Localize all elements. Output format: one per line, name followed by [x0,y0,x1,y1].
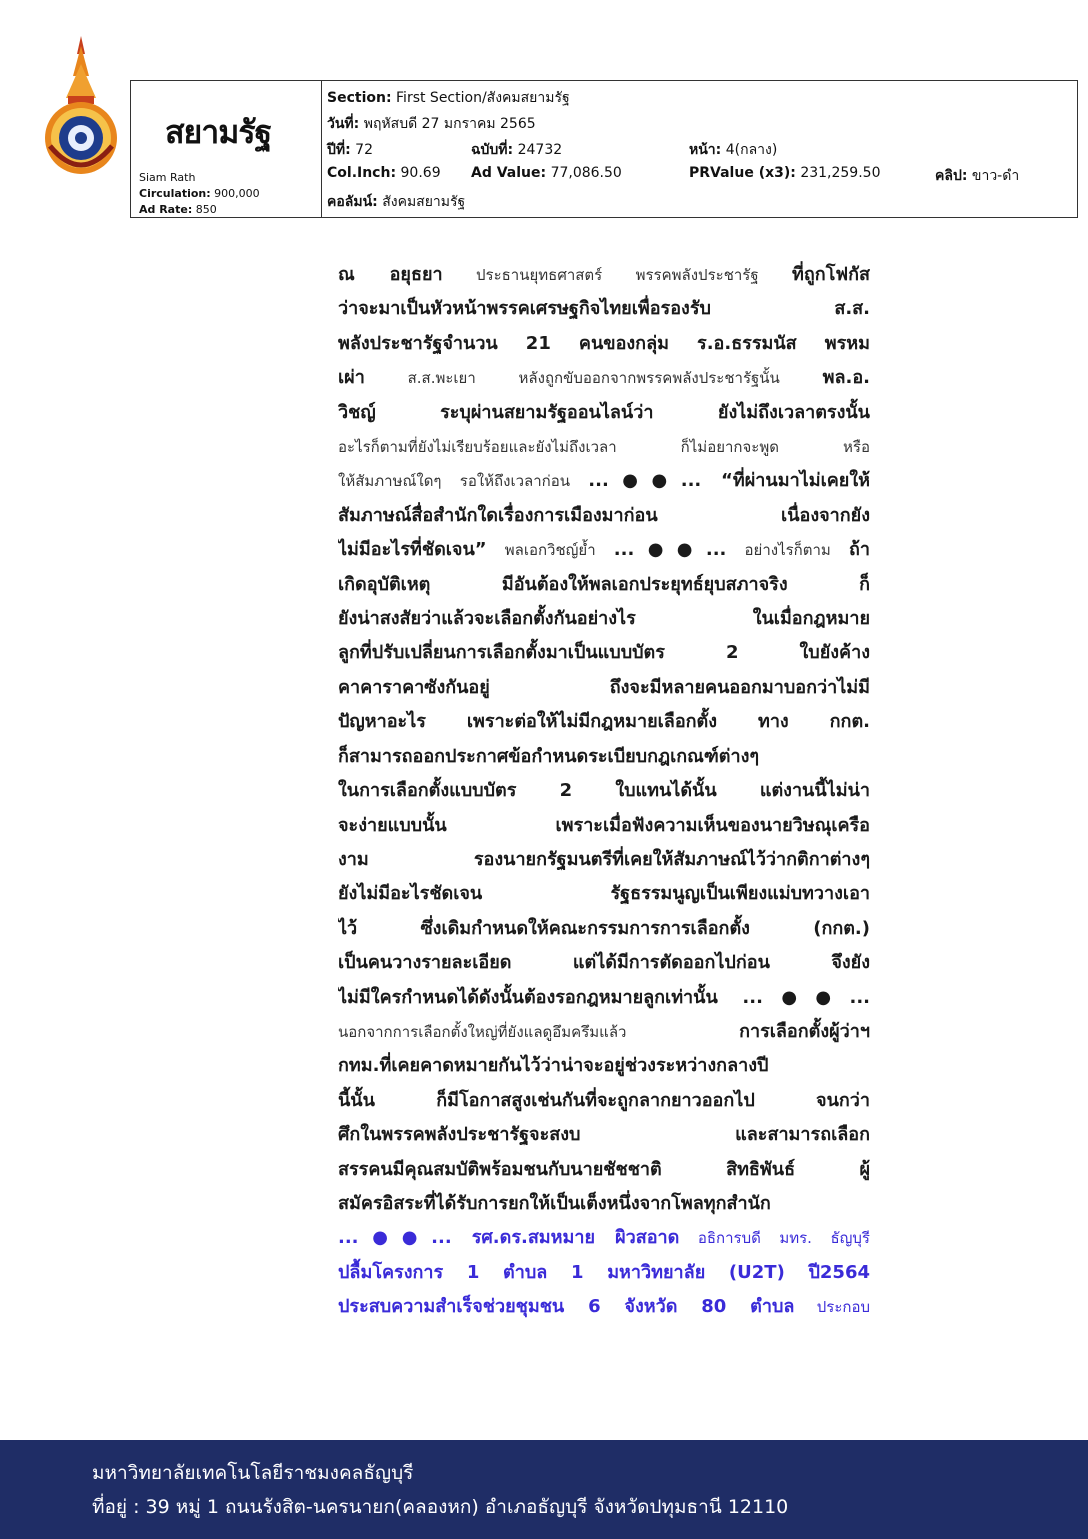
article-text: ...●●... [588,470,702,492]
article-line: ลูกที่ปรับเปลี่ยนการเลือกตั้งมาเป็นแบบบัตร 2 ใบยังค้าง [338,642,870,664]
date-label: วันที่: [327,116,360,132]
clipping-details [327,87,1077,217]
article-text: พลเอกวิชญ์ย้ำ [486,541,614,560]
article-line [338,1290,870,1324]
ad-value-field [471,165,622,181]
col-inch-field [327,165,441,181]
pr-value-field [689,165,880,181]
article-line [338,464,870,498]
university-logo [40,36,122,176]
article-text: ประกอบ [794,1298,870,1317]
col-inch-value: 90.69 [400,165,441,181]
footer-bar [0,1440,1088,1539]
issue-value: 24732 [517,142,563,158]
page-value: 4(กลาง) [725,142,778,158]
article-line: ก็สามารถออกประกาศข้อกำหนดระเบียบกฎเกณฑ์ต่างๆ [338,745,760,767]
article-line: จะง่ายแบบนั้น เพราะเมื่อฟังความเห็นของนายวิษณุเครือ [338,814,870,836]
column-row [327,191,465,213]
article-line [338,1015,870,1049]
article-line: เป็นคนวางรายละเอียด แต่ได้มีการตัดออกไปก่อน จึงยัง [338,952,870,974]
article-text: นอกจากการเลือกตั้งใหญ่ที่ยังแลดูอึมครึมแล้ว [338,1022,740,1041]
footer-university-name: มหาวิทยาลัยเทคโนโลยีราชมงคลธัญบุรี [92,1462,414,1484]
article-text: ณ อยุธยา [338,264,443,285]
article-text: ถ้า [848,539,870,561]
article-text: ไม่มีอะไรที่ชัดเจน” [338,539,487,561]
page-field [689,139,777,161]
clip-field [935,165,1019,187]
article-body [338,258,870,1325]
article-line: พลังประชารัฐจำนวน 21 คนของกลุ่ม ร.อ.ธรรมนัส พรหม [338,332,870,354]
clipping-header [130,80,1078,218]
article-text: การเลือกตั้งผู้ว่าฯ [739,1020,870,1042]
ad-value-value: 77,086.50 [550,165,622,181]
ad-value-label: Ad Value: [471,165,547,181]
article-line: อะไรก็ตามที่ยังไม่เรียบร้อยและยังไม่ถึงเวลา ก็ไม่อยากจะพูด หรือ [338,438,870,457]
article-line [338,1221,870,1255]
article-line: สมัครอิสระที่ได้รับการยกให้เป็นเต็งหนึ่งจากโพลทุกสำนัก [338,1192,771,1214]
column-value: สังคมสยามรัฐ [382,194,466,210]
ad-rate [139,203,217,216]
clip-value: ขาว-ดำ [971,168,1020,184]
year-field [327,139,373,161]
footer-address: ที่อยู่ : 39 หมู่ 1 ถนนรังสิต-นครนายก(คลองหก) อำเภอธัญบุรี จังหวัดปทุมธานี 12110 [92,1496,789,1518]
article-line: ปัญหาอะไร เพราะต่อให้ไม่มีกฎหมายเลือกตั้ง ทาง กกต. [338,711,870,733]
article-line [338,533,870,567]
article-text: ...●●... [613,539,727,561]
article-line: ยังน่าสงสัยว่าแล้วจะเลือกตั้งกันอย่างไร ในเมื่อกฎหมาย [338,608,870,630]
article-text: ให้สัมภาษณ์ใดๆ รอให้ถึงเวลาก่อน [338,472,589,491]
article-line: วิชญ์ ระบุผ่านสยามรัฐออนไลน์ว่า ยังไม่ถึงเวลาตรงนั้น [338,401,870,423]
article-text: อธิการบดี มทร. ธัญบุรี [679,1229,870,1248]
article-line [338,361,870,395]
article-line: สรรคนมีคุณสมบัติพร้อมชนกับนายชัชชาติ สิทธิพันธ์ ผู้ [338,1158,870,1180]
year-label: ปีที่: [327,142,351,158]
university-emblem-icon [40,36,122,176]
date-row [327,113,536,135]
article-text: ประสบความสำเร็จช่วยชุมชน 6 จังหวัด 80 ตำบล [338,1296,795,1318]
section-value: First Section/สังคมสยามรัฐ [396,90,570,106]
article-line: กทม.ที่เคยคาดหมายกันไว้ว่าน่าจะอยู่ช่วงระหว่างกลางปี [338,1055,769,1077]
article-line: คาคาราคาซังกันอยู่ ถึงจะมีหลายคนออกมาบอกว่าไม่มี [338,676,870,698]
pr-value-label: PRValue (x3): [689,165,796,181]
article-text: “ที่ผ่านมาไม่เคยให้ [701,470,870,492]
article-line: ปลื้มโครงการ 1 ตำบล 1 มหาวิทยาลัย (U2T) ปี2564 [338,1261,870,1283]
article-text: อย่างไรก็ตาม [726,541,849,560]
ad-rate-value: 850 [195,203,217,216]
circulation-label: Circulation: [139,187,211,200]
newspaper-name-en: Siam Rath [139,171,196,184]
issue-field [471,139,562,161]
article-line: ศึกในพรรคพลังประชารัฐจะสงบ และสามารถเลือก [338,1124,870,1146]
article-text: ประธานยุทธศาสตร์ พรรคพลังประชารัฐ [442,266,793,284]
ad-rate-label: Ad Rate: [139,203,193,216]
article-line: ในการเลือกตั้งแบบบัตร 2 ใบแทนได้นั้น แต่งานนี้ไม่น่า [338,780,870,802]
article-line: งาม รองนายกรัฐมนตรีที่เคยให้สัมภาษณ์ไว้ว่ากติกาต่างๆ [338,848,870,870]
article-line: ไม่มีใครกำหนดได้ดังนั้นต้องรอกฎหมายลูกเท่านั้น ...●●... [338,986,870,1008]
pr-value-value: 231,259.50 [800,165,881,181]
article-text: ส.ส.พะเยา หลังถูกขับออกจากพรรคพลังประชารัฐนั้น [364,369,823,388]
article-line: นี้นั้น ก็มีโอกาสสูงเช่นกันที่จะถูกลากยาวออกไป จนกว่า [338,1089,870,1111]
newspaper-name: สยามรัฐ [165,113,272,151]
article-line: สัมภาษณ์สื่อสำนักใดเรื่องการเมืองมาก่อน เนื่องจากยัง [338,504,870,526]
article-text: เผ่า [338,367,365,389]
article-line: ยังไม่มีอะไรชัดเจน รัฐธรรมนูญเป็นเพียงแม่บทวางเอา [338,883,870,905]
date-value: พฤหัสบดี 27 มกราคม 2565 [363,116,536,132]
article-text: พล.อ. [822,367,870,389]
section-label: Section: [327,90,392,106]
article-line: เกิดอุบัติเหตุ มีอันต้องให้พลเอกประยุทธ์ยุบสภาจริง ก็ [338,573,870,595]
article-text: ...●●... รศ.ดร.สมหมาย ผิวสอาด [338,1227,680,1249]
year-value: 72 [355,142,373,158]
clip-label: คลิป: [935,168,968,184]
col-inch-label: Col.Inch: [327,165,397,181]
circulation [139,187,260,200]
article-line: ว่าจะมาเป็นหัวหน้าพรรคเศรษฐกิจไทยเพื่อรองรับ ส.ส. [338,298,870,320]
issue-label: ฉบับที่: [471,142,514,158]
article-text: ที่ถูกโฟกัส [792,264,870,285]
circulation-value: 900,000 [214,187,260,200]
article-line [338,258,870,292]
section-row [327,87,570,109]
newspaper-info [131,81,322,217]
article-line: ไว้ ซึ่งเดิมกำหนดให้คณะกรรมการการเลือกตั้ง (กกต.) [338,917,870,939]
page-label: หน้า: [689,142,722,158]
column-label: คอลัมน์: [327,194,378,210]
